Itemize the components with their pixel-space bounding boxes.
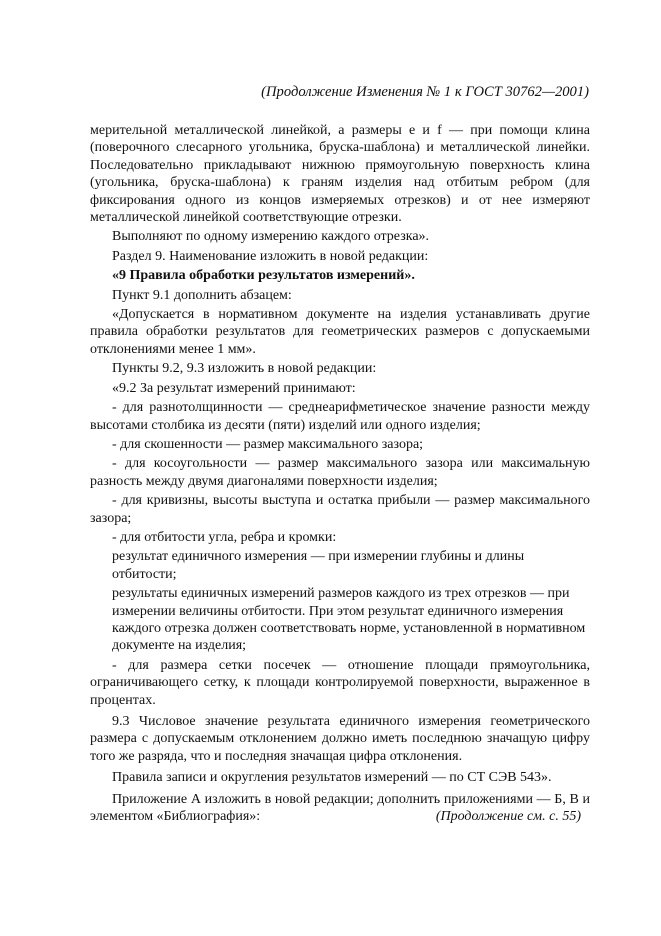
document-body <box>90 122 590 827</box>
paragraph-6: «Допускается в нормативном документе на изделия устанавливать другие правила обработки результатов для геометрических размеров с допускаемыми отклонениями менее 1 мм». <box>90 307 590 357</box>
paragraph-appendix: Приложение А изложить в новой редакции; дополнить приложениями — Б, В и элементом «Библиография»: <box>90 791 590 825</box>
section-heading: «9 Правила обработки результатов измерений». <box>112 268 415 284</box>
list-item-obliquity: - для косоугольности — размер максимального зазора или максимальную разность между двумя диагоналями поверхности изделия; <box>90 456 590 489</box>
paragraph-5: Пункт 9.1 дополнить абзацем: <box>112 287 292 303</box>
paragraph-3: Раздел 9. Наименование изложить в новой редакции: <box>112 248 429 264</box>
paragraph-9-3: 9.3 Числовое значение результата единичного измерения геометрического размера с допускаемым отклонением должно иметь последнюю значащую цифру того же разряда, что и последняя значащая цифра отклонения. <box>90 714 590 764</box>
list-item-chipping: - для отбитости угла, ребра и кромки: <box>112 529 337 545</box>
list-item-skew: - для скошенности — размер максимального зазора; <box>112 436 424 452</box>
paragraph-8: «9.2 За результат измерений принимают: <box>112 380 356 396</box>
paragraph-rules: Правила записи и округления результатов измерений — по СТ СЭВ 543». <box>112 770 552 786</box>
list-item-crack-grid: - для размера сетки посечек — отношение площади прямоугольника, ограничивающего сетку, к площади контролируемой поверхности, выраженное в процентах. <box>90 657 590 708</box>
sub-item-three-segments: результаты единичных измерений размеров каждого из трех отрезков — при измерении величины отбитости. При этом результат единичного измерения каждого отрезка должен соответствовать норме, установленной в нормативном документе на изделия; <box>112 586 586 654</box>
paragraph-1: мерительной металлической линейкой, а размеры e и f — при помощи клина (поверочного слесарного угольника, бруска-шаблона) и металлической линейки. Последовательно прикладывают нижнюю прямоугольную поверхность клина (угольника, бруска-шаблона) к граням изделия над отбитым ребром (для фиксирования одного из концов измеряемых отрезков) и от нее измеряют металлической линейкой соответствующие отрезки. <box>90 123 590 226</box>
paragraph-2: Выполняют по одному измерению каждого отрезка». <box>112 229 430 245</box>
sub-item-single-measurement: результат единичного измерения — при измерении глубины и длины отбитости; <box>112 549 525 582</box>
list-item-thickness: - для разнотолщинности — среднеарифметическое значение разности между высотами столбика из десяти (пяти) изделий или одного изделия; <box>90 400 590 433</box>
continuation-note: (Продолжение см. с. 55) <box>435 809 581 824</box>
running-header: (Продолжение Изменения № 1 к ГОСТ 30762—2001) <box>261 84 589 100</box>
list-item-curvature: - для кривизны, высоты выступа и остатка прибыли — размер максимального зазора; <box>90 493 590 526</box>
paragraph-7: Пункты 9.2, 9.3 изложить в новой редакции: <box>112 361 377 377</box>
